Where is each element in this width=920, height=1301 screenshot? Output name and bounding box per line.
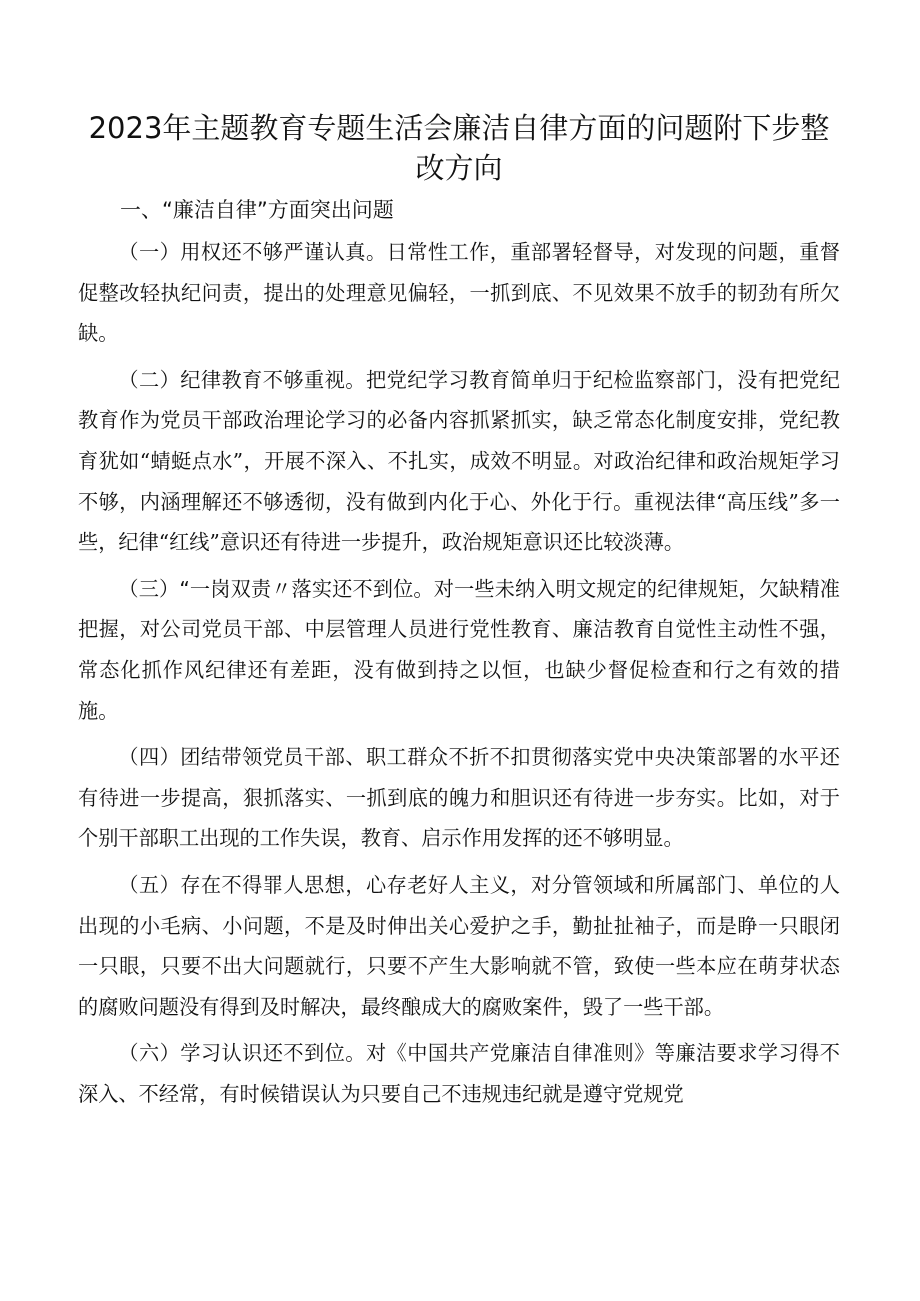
paragraph-body: 团结带领党员干部、职工群众不折不扣贯彻落实党中央决策部署的水平还有待进一步提高，狠抓落实、一抓到底的魄力和胆识还有待进一步夯实。比如，对于个别干部职工出现的工作失误，教育、启示作用发挥的还不够明显。: [78, 745, 840, 851]
document-title: 2023年主题教育专题生活会廉洁自律方面的问题附下步整改方向: [88, 111, 830, 185]
paragraph-4: [78, 737, 840, 859]
paragraph-body: 对一些未纳入明文规定的纪律规矩，欠缺精准把握，对公司党员干部、中层管理人员进行党性教育、廉洁教育自觉性主动性不强，常态化抓作风纪律还有差距，没有做到持之以恒，也缺少督促检查和行之有效的措施。: [78, 576, 840, 723]
paragraph-body: 把党纪学习教育简单归于纪检监察部门，没有把党纪教育作为党员干部政治理论学习的必备内容抓紧抓实，缺乏常态化制度安排，党纪教育犹如“蜻蜓点水”，开展不深入、不扎实，成效不明显。对政治纪律和政治规矩学习不够，内涵理解还不够透彻，没有做到内化于心、外化于行。重视法律“高压线”多一些，纪律“红线”意识还有待进一步提升，政治规矩意识还比较淡薄。: [78, 367, 840, 555]
paragraph-6: [78, 1033, 840, 1114]
paragraph-2: [78, 360, 840, 563]
paragraph-body: 存在不得罪人思想，心存老好人主义，对分管领域和所属部门、单位的人出现的小毛病、小问题，不是及时伸出关心爱护之手，勤扯扯袖子，而是睁一只眼闭一只眼，只要不出大问题就行，只要不产生大影响就不管，致使一些本应在萌芽状态的腐败问题没有得到及时解决，最终酿成大的腐败案件，毁了一些干部。: [78, 872, 840, 1019]
paragraph-lead: （一）用权还不够严谨认真。: [118, 240, 387, 264]
paragraph-lead: （二）纪律教育不够重视。: [118, 367, 366, 392]
paragraph-1: [78, 232, 840, 354]
paragraph-3: [78, 569, 840, 731]
paragraph-lead: （六）学习认识还不到位。: [118, 1041, 366, 1066]
paragraph-body: 日常性工作，重部署轻督导，对发现的问题，重督促整改轻执纪问责，提出的处理意见偏轻，一抓到底、不见效果不放手的韧劲有所欠缺。: [78, 240, 840, 346]
paragraph-lead: （四）: [118, 745, 181, 770]
paragraph-lead: （三）“一岗双责〃落实还不到位。: [118, 576, 434, 601]
section-heading: 一、“廉洁自律”方面突出问题: [120, 198, 394, 222]
paragraph-body: 对《中国共产党廉洁自律准则》等廉洁要求学习得不深入、不经常，有时候错误认为只要自己不违规违纪就是遵守党规党: [78, 1041, 840, 1106]
paragraph-lead: （五）: [118, 872, 181, 897]
paragraph-5: [78, 865, 840, 1027]
